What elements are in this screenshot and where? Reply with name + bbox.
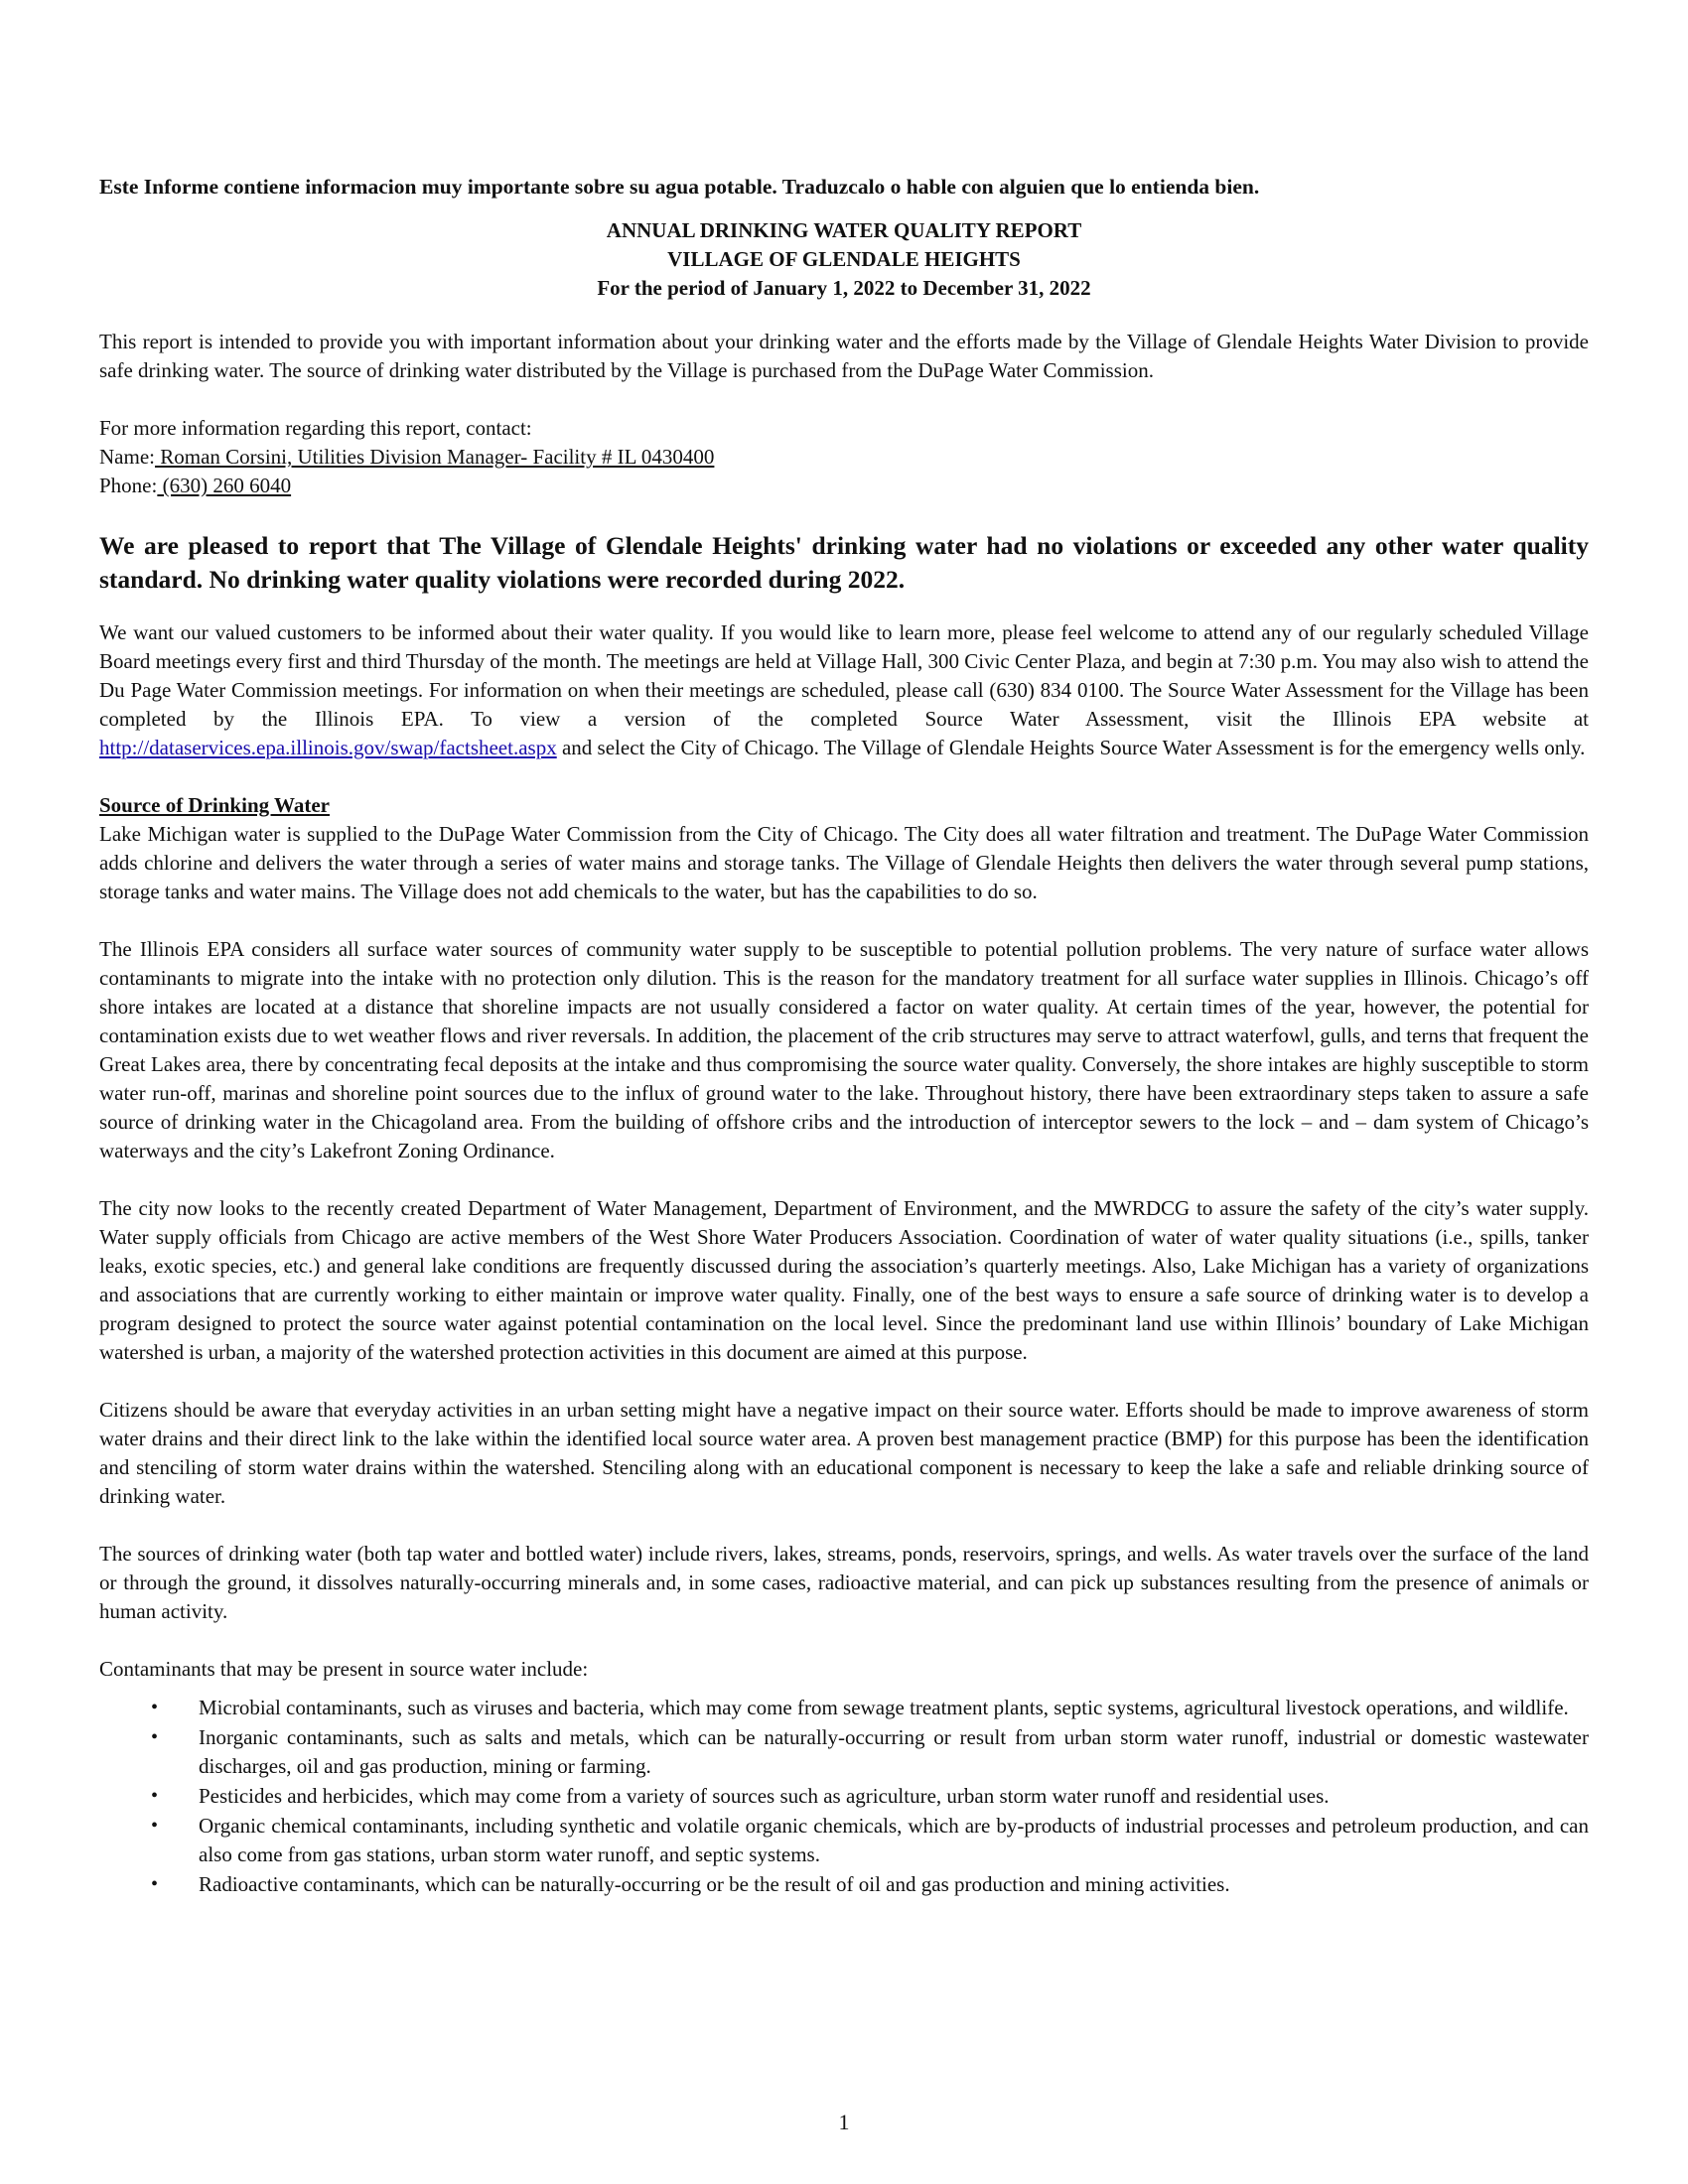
contact-phone-label: Phone: [99, 474, 158, 497]
page-number: 1 [838, 2110, 850, 2134]
contact-name [99, 443, 1589, 472]
list-item: • Inorganic contaminants, such as salts and metals, which can be naturally-occurring or result from urban storm water runoff, industrial or domestic wastewater discharges, oil and gas production, mining or farming. [99, 1723, 1589, 1781]
spanish-notice: Este Informe contiene informacion muy importante sobre su agua potable. Traduzcalo o hable con alguien que lo entienda bien. [99, 175, 1260, 199]
list-item: • Pesticides and herbicides, which may come from a variety of sources such as agriculture, urban storm water runoff and residential uses. [99, 1782, 1589, 1811]
intro-paragraph: This report is intended to provide you with important information about your drinking water and the efforts made by the Village of Glendale Heights Water Division to provide safe drinking water. The source of drinking water distributed by the Village is purchased from the DuPage Water Commission. [99, 330, 1589, 382]
report-body [99, 328, 1589, 1900]
contact-block [99, 414, 1589, 500]
contact-phone [99, 472, 1589, 500]
customers-text-before: We want our valued customers to be informed about their water quality. If you would like to learn more, please feel welcome to attend any of our regularly scheduled Village Board meetings every first and third Thursday of the month. The meetings are held at Village Hall, 300 Civic Center Plaza, and begin at 7:30 p.m. You may also wish to attend the Du Page Water Commission meetings. For information on when their meetings are scheduled, please call (630) 834 0100. The Source Water Assessment for the Village has been completed by the Illinois EPA. To view a version of the completed Source Water Assessment, visit the Illinois EPA website at [99, 620, 1589, 731]
source-paragraph-2: The Illinois EPA considers all surface water sources of community water supply to be susceptible to potential pollution problems. The very nature of surface water allows contaminants to migrate into the intake with no protection only dilution. This is the reason for the mandatory treatment for all surface water supplies in Illinois. Chicago’s off shore intakes are located at a distance that shoreline impacts are not usually considered a factor on water quality. At certain times of the year, however, the potential for contamination exists due to wet weather flows and river reversals. In addition, the placement of the crib structures may serve to attract waterfowl, gulls, and terns that frequent the Great Lakes area, there by concentrating fecal deposits at the intake and thus compromising the source water quality. Conversely, the shore intakes are highly susceptible to storm water run-off, marinas and shoreline point sources due to the influx of ground water to the lake. Throughout history, there have been extraordinary steps taken to assure a safe source of drinking water in the Chicagoland area. From the building of offshore cribs and the introduction of interceptor sewers to the lock – and – dam system of Chicago’s waterways and the city’s Lakefront Zoning Ordinance. [99, 937, 1589, 1162]
source-paragraph-3: The city now looks to the recently created Department of Water Management, Department of Environment, and the MWRDCG to assure the safety of the city’s water supply. Water supply officials from Chicago are active members of the West Shore Water Producers Association. Coordination of water of water quality situations (i.e., spills, tanker leaks, exotic species, etc.) and general lake conditions are frequently discussed during the association’s quarterly meetings. Also, Lake Michigan has a variety of organizations and associations that are currently working to either maintain or improve water quality. Finally, one of the best ways to ensure a safe source of drinking water is to develop a program designed to protect the source water against potential contamination on the local level. Since the predominant land use within Illinois’ boundary of Lake Michigan watershed is urban, a majority of the watershed protection activities in this document are aimed at this purpose. [99, 1196, 1589, 1364]
title-line-3: For the period of January 1, 2022 to December 31, 2022 [597, 276, 1091, 300]
contaminants-lead: Contaminants that may be present in source water include: [99, 1657, 589, 1681]
report-title [99, 216, 1589, 303]
epa-swap-link[interactable]: http://dataservices.epa.illinois.gov/swap/factsheet.aspx [99, 736, 557, 759]
source-paragraph-4: Citizens should be aware that everyday activities in an urban setting might have a negative impact on their source water. Efforts should be made to improve awareness of storm water drains and their direct link to the lake within the identified local source water area. A proven best management practice (BMP) for this purpose has been the identification and stenciling of storm water drains within the watershed. Stenciling along with an educational component is necessary to keep the lake a safe and reliable drinking source of drinking water. [99, 1398, 1589, 1508]
title-line-1: ANNUAL DRINKING WATER QUALITY REPORT [606, 218, 1082, 242]
source-paragraph-5: The sources of drinking water (both tap water and bottled water) include rivers, lakes, streams, ponds, reservoirs, springs, and wells. As water travels over the surface of the land or through the ground, it dissolves naturally-occurring minerals and, in some cases, radioactive material, and can pick up substances resulting from the presence of animals or human activity. [99, 1542, 1589, 1623]
contaminants-list [99, 1694, 1589, 1899]
contact-name-label: Name: [99, 445, 155, 469]
contact-name-value: Roman Corsini, Utilities Division Manager- Facility # IL 0430400 [154, 445, 715, 469]
list-item: • Radioactive contaminants, which can be naturally-occurring or be the result of oil and gas production and mining activities. [99, 1870, 1589, 1899]
customers-text-after: and select the City of Chicago. The Village of Glendale Heights Source Water Assessment is for the emergency wells only. [556, 736, 1586, 759]
title-line-2: VILLAGE OF GLENDALE HEIGHTS [667, 247, 1021, 271]
customers-paragraph [99, 618, 1589, 762]
list-item: • Organic chemical contaminants, including synthetic and volatile organic chemicals, which are by-products of industrial processes and petroleum production, and can also come from gas stations, urban storm water runoff, and septic systems. [99, 1812, 1589, 1869]
source-paragraph-1: Lake Michigan water is supplied to the DuPage Water Commission from the City of Chicago. The City does all water filtration and treatment. The DuPage Water Commission adds chlorine and delivers the water through a series of water mains and storage tanks. The Village of Glendale Heights then delivers the water through several pump stations, storage tanks and water mains. The Village does not add chemicals to the water, but has the capabilities to do so. [99, 822, 1589, 903]
contact-lead: For more information regarding this report, contact: [99, 416, 532, 440]
no-violations-headline: We are pleased to report that The Village of Glendale Heights' drinking water had no violations or exceeded any other water quality standard. No drinking water quality violations were recorded during 2022. [99, 531, 1589, 594]
list-item: • Microbial contaminants, such as viruses and bacteria, which may come from sewage treatment plants, septic systems, agricultural livestock operations, and wildlife. [99, 1694, 1589, 1722]
contact-phone-value: (630) 260 6040 [157, 474, 292, 497]
source-heading: Source of Drinking Water [99, 793, 330, 817]
